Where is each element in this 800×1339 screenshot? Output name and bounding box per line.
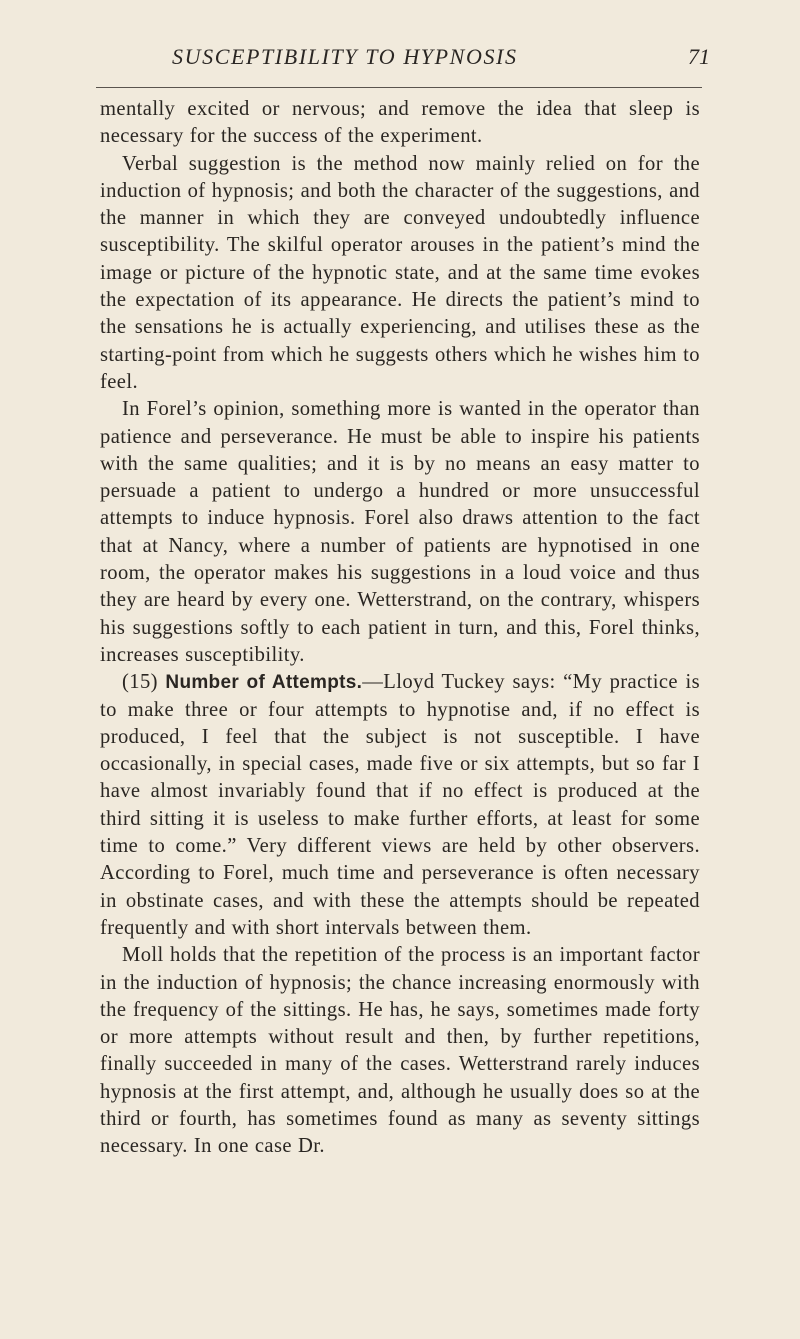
section-number: (15) <box>122 671 158 694</box>
page-number: 71 <box>688 44 710 69</box>
running-head <box>0 44 800 84</box>
paragraph-moll-repetition: Moll holds that the repetition of the process is an important factor in the induction of hypnosis; the chance increasing enormously with the frequency of the sittings. He has, he says, sometimes made forty or more attempts without result and then, by further repetitions, finally succeeded in many of the cases. Wetterstrand rarely induces hypnosis at the first attempt, and, although he usually does so at the third or fourth, has sometimes found as many as seventy sittings necessary. In one case Dr. <box>100 944 700 1158</box>
paragraph-forel-opinion: In Forel’s opinion, something more is wanted in the operator than patience and perseverance. He must be able to inspire his patients with the same qualities; and it is by no means an easy matter to persuade a patient to undergo a hundred or more unsuccessful attempts to induce hypnosis. Forel also draws attention to the fact that at Nancy, where a number of patients are hypnotised in one room, the operator makes his suggestions in a loud voice and thus they are heard by every one. Wetterstrand, on the contrary, whispers his suggestions softly to each patient in turn, and this, Forel thinks, increases susceptibility. <box>100 398 700 666</box>
paragraph-continued: mentally excited or nervous; and remove the idea that sleep is necessary for the success of the experiment. <box>100 98 700 148</box>
paragraph-verbal-suggestion: Verbal suggestion is the method now mainly relied on for the induction of hypnosis; and both the character of the suggestions, and the manner in which they are conveyed undoubtedly influence susceptibility. The skilful operator arouses in the patient’s mind the image or picture of the hypnotic state, and at the same time evokes the expectation of its appearance. He directs the patient’s mind to the sensations he is actually experiencing, and utilises these as the starting-point from which he suggests others which he wishes him to feel. <box>100 152 700 393</box>
body-text <box>100 96 700 1161</box>
header-rule <box>96 87 702 88</box>
running-title: SUSCEPTIBILITY TO HYPNOSIS <box>172 44 518 69</box>
section-heading: Number of Attempts. <box>165 672 363 694</box>
section-body: —Lloyd Tuckey says: “My practice is to make three or four attempts to hypnotise and, if no effect is produced, I feel that the subject is not susceptible. I have occasionally, in special cases, made five or six attempts, but so far I have almost invariably found that if no effect is produced at the third sitting it is useless to make further efforts, at least for some time to come.” Very different views are held by other observers. According to Forel, much time and perseverance is often necessary in obstinate cases, and with these the attempts should be repeated frequently and with short intervals between them. <box>100 671 700 939</box>
paragraph-number-of-attempts <box>100 669 700 942</box>
